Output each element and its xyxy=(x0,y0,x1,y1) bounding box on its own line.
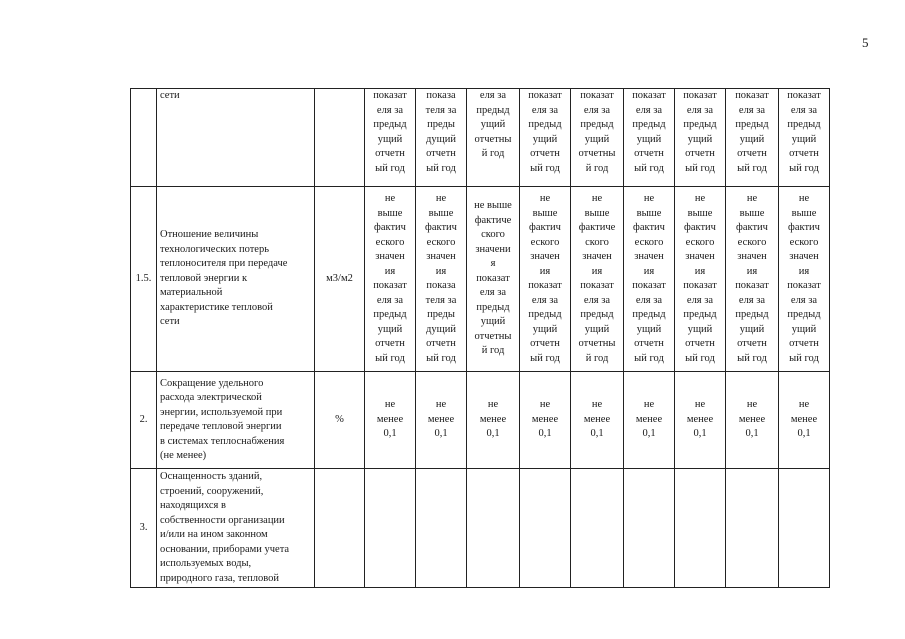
row-number: 1.5. xyxy=(131,187,157,372)
row-unit xyxy=(315,89,365,187)
value-cell xyxy=(779,469,830,588)
row-unit: % xyxy=(315,372,365,469)
value-cell: не выше фактиче ского значени я показат еля за предыд ущий отчетны й год xyxy=(467,187,520,372)
value-cell xyxy=(726,469,779,588)
value-cell xyxy=(365,469,416,588)
value-cell: показа теля за преды дущий отчетн ый год xyxy=(416,89,467,187)
row-description: Оснащенность зданий, строений, сооружений, находящихся в собственности организации и/или на ином законном основании, приборами учета используемых воды, природного газа, тепловой xyxy=(157,469,315,588)
value-cell xyxy=(467,469,520,588)
table-row xyxy=(131,187,830,372)
row-description: сети xyxy=(157,89,315,187)
table-row xyxy=(131,89,830,187)
value-cell: еля за предыд ущий отчетны й год xyxy=(467,89,520,187)
value-cell: не выше фактич еского значен ия показат еля за предыд ущий отчетн ый год xyxy=(675,187,726,372)
value-cell: не менее 0,1 xyxy=(365,372,416,469)
value-cell: не выше фактиче ского значен ия показат еля за предыд ущий отчетны й год xyxy=(571,187,624,372)
value-cell: показат еля за предыд ущий отчетны й год xyxy=(571,89,624,187)
row-number xyxy=(131,89,157,187)
value-cell: показат еля за предыд ущий отчетн ый год xyxy=(726,89,779,187)
value-cell: показат еля за предыд ущий отчетн ый год xyxy=(675,89,726,187)
value-cell: не выше фактич еского значен ия показат еля за предыд ущий отчетн ый год xyxy=(624,187,675,372)
row-description: Сокращение удельного расхода электрической энергии, используемой при передаче тепловой энергии в системах теплоснабжения (не менее) xyxy=(157,372,315,469)
value-cell xyxy=(675,469,726,588)
value-cell: не менее 0,1 xyxy=(467,372,520,469)
value-cell: не выше фактич еского значен ия показат еля за предыд ущий отчетн ый год xyxy=(726,187,779,372)
value-cell xyxy=(624,469,675,588)
row-unit xyxy=(315,469,365,588)
value-cell: не менее 0,1 xyxy=(624,372,675,469)
value-cell: показат еля за предыд ущий отчетн ый год xyxy=(624,89,675,187)
table-row xyxy=(131,469,830,588)
value-cell: показат еля за предыд ущий отчетн ый год xyxy=(365,89,416,187)
table-row xyxy=(131,372,830,469)
value-cell: показат еля за предыд ущий отчетн ый год xyxy=(779,89,830,187)
value-cell: не выше фактич еского значен ия показат еля за предыд ущий отчетн ый год xyxy=(520,187,571,372)
value-cell: не менее 0,1 xyxy=(571,372,624,469)
row-number: 2. xyxy=(131,372,157,469)
value-cell: не менее 0,1 xyxy=(416,372,467,469)
row-unit: м3/м2 xyxy=(315,187,365,372)
value-cell: не выше фактич еского значен ия показа теля за преды дущий отчетн ый год xyxy=(416,187,467,372)
value-cell xyxy=(571,469,624,588)
value-cell: не менее 0,1 xyxy=(675,372,726,469)
value-cell: не выше фактич еского значен ия показат еля за предыд ущий отчетн ый год xyxy=(365,187,416,372)
value-cell: не менее 0,1 xyxy=(726,372,779,469)
value-cell: не менее 0,1 xyxy=(520,372,571,469)
value-cell xyxy=(416,469,467,588)
row-number: 3. xyxy=(131,469,157,588)
indicators-table xyxy=(130,88,830,588)
value-cell: не менее 0,1 xyxy=(779,372,830,469)
value-cell: показат еля за предыд ущий отчетн ый год xyxy=(520,89,571,187)
value-cell xyxy=(520,469,571,588)
page-number: 5 xyxy=(862,35,869,50)
value-cell: не выше фактич еского значен ия показат еля за предыд ущий отчетн ый год xyxy=(779,187,830,372)
row-description: Отношение величины технологических потерь теплоносителя при передаче тепловой энергии к материальной характеристике тепловой сети xyxy=(157,187,315,372)
